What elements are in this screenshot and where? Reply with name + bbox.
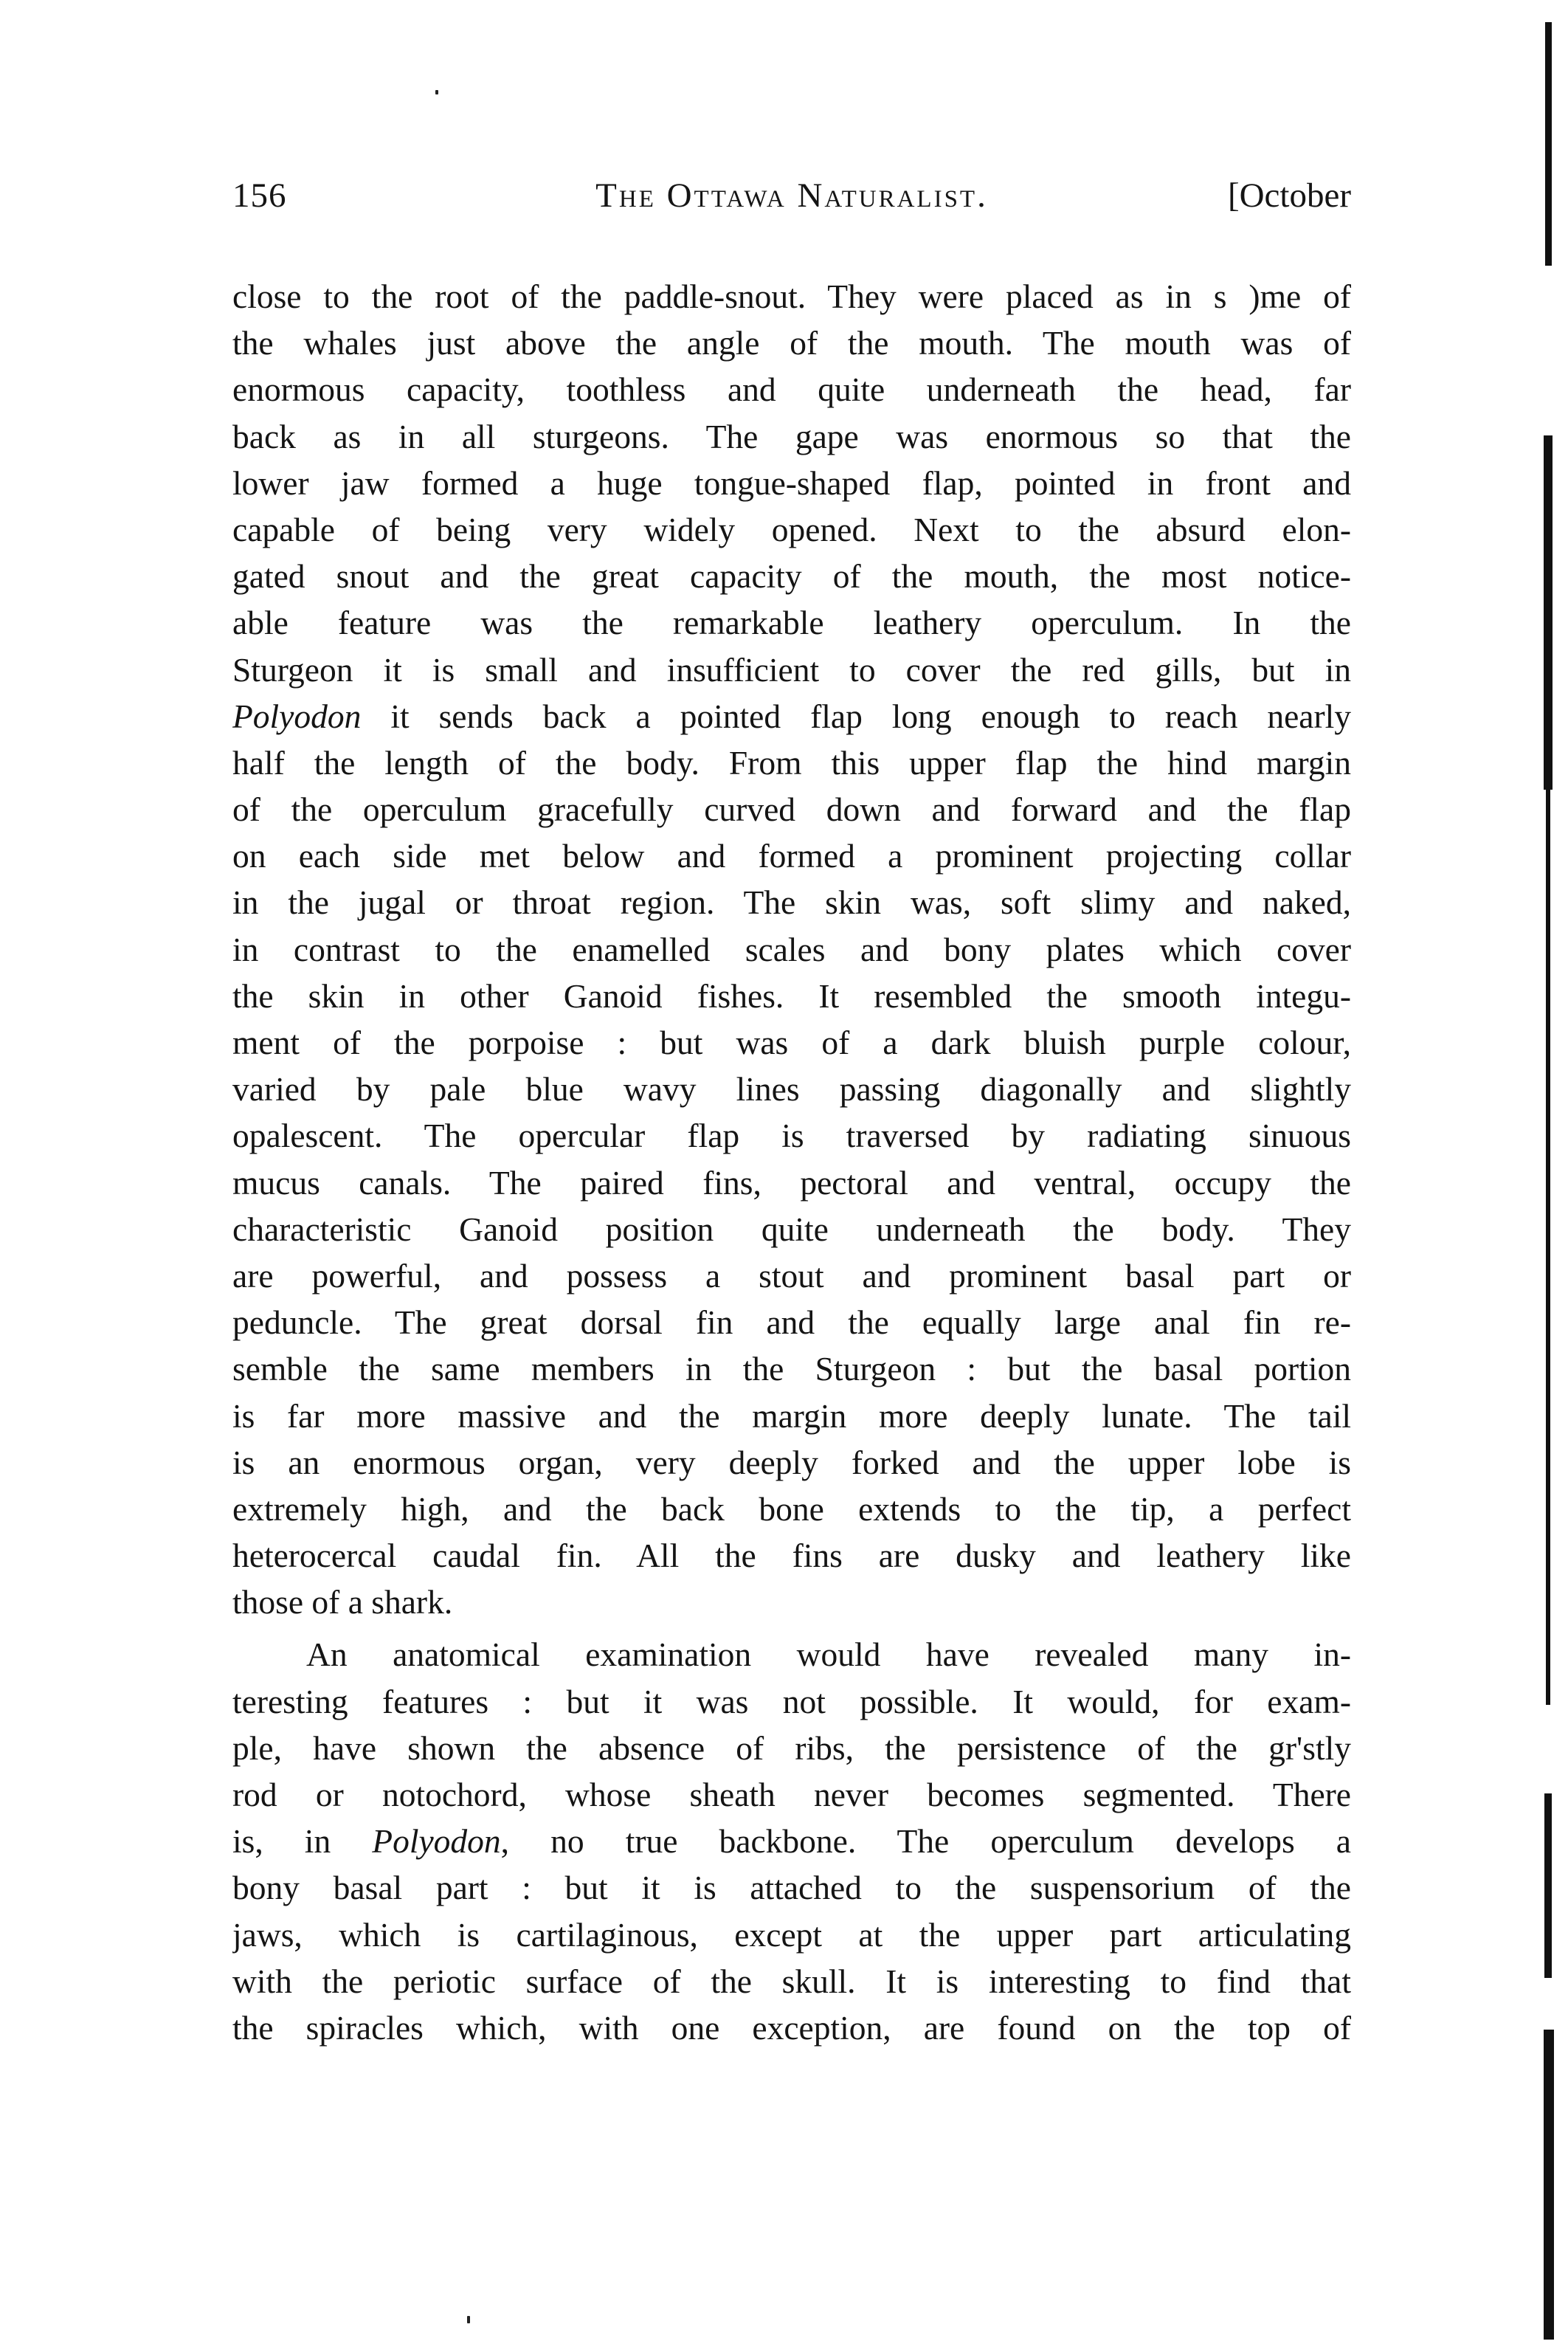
edge-shadow <box>1544 1793 1552 1978</box>
text-line: extremely high, and the back bone extends to the tip, a perfect <box>232 1489 1351 1528</box>
text-line: characteristic Ganoid position quite underneath the body. They <box>232 1210 1351 1248</box>
text-line: in contrast to the enamelled scales and bony plates which cover <box>232 930 1351 968</box>
text-line: on each side met below and formed a prominent projecting collar <box>232 837 1351 875</box>
text-line: able feature was the remarkable leathery operculum. In the <box>232 604 1351 642</box>
text-line: capable of being very widely opened. Next to the absurd elon- <box>232 510 1351 548</box>
text-line: are powerful, and possess a stout and prominent basal part or <box>232 1256 1351 1295</box>
italic-taxon-name: Polyodon <box>232 697 362 735</box>
text-line: Sturgeon it is small and insufficient to cover the red gills, but in <box>232 650 1351 689</box>
text-line: lower jaw formed a huge tongue-shaped flap, pointed in front and <box>232 463 1351 502</box>
text-line: teresting features : but it was not possible. It would, for exam- <box>232 1682 1351 1720</box>
scan-speck <box>435 90 438 94</box>
article-body <box>232 273 1351 2051</box>
paragraph-1 <box>232 273 1351 1625</box>
scan-page-edge <box>1541 22 1555 2340</box>
issue-month: [October <box>1227 176 1351 215</box>
text-line: is, in Polyodon, no true backbone. The operculum develops a <box>232 1822 1351 1861</box>
text-line: rod or notochord, whose sheath never becomes segmented. There <box>232 1776 1351 1813</box>
scan-speck <box>467 2316 470 2323</box>
text-line: varied by pale blue wavy lines passing diagonally and slightly <box>232 1070 1351 1109</box>
text-line: opalescent. The opercular flap is traversed by radiating sinuous <box>232 1117 1351 1155</box>
paragraph-2 <box>232 1631 1351 2051</box>
text-line: the spiracles which, with one exception, are found on the top of <box>232 2008 1351 2047</box>
text-line: is an enormous organ, very deeply forked and the upper lobe is <box>232 1443 1351 1481</box>
journal-title: The Ottawa Naturalist. <box>595 176 988 215</box>
text-line: mucus canals. The paired fins, pectoral and ventral, occupy the <box>232 1163 1351 1202</box>
text-line: Polyodon it sends back a pointed flap long enough to reach nearly <box>232 697 1351 735</box>
text-line: the whales just above the angle of the mouth. The mouth was of <box>232 324 1351 362</box>
text-line: those of a shark. <box>232 1583 453 1621</box>
italic-taxon-name: Polyodon <box>372 1822 501 1861</box>
text-line: An anatomical examination would have revealed many in- <box>306 1635 1351 1674</box>
text-line: jaws, which is cartilaginous, except at the upper part articulating <box>232 1915 1351 1954</box>
text-line: gated snout and the great capacity of the mouth, the most notice- <box>232 557 1351 596</box>
text-line: the skin in other Ganoid fishes. It resembled the smooth integu- <box>232 976 1351 1015</box>
page-number: 156 <box>232 176 287 215</box>
text-line: ple, have shown the absence of ribs, the persistence of the gr'stly <box>232 1728 1351 1767</box>
text-line: with the periotic surface of the skull. It is interesting to find that <box>232 1962 1351 2000</box>
text-line: is far more massive and the margin more deeply lunate. The tail <box>232 1396 1351 1435</box>
edge-shadow <box>1544 2030 1554 2340</box>
text-line: semble the same members in the Sturgeon : but the basal portion <box>232 1350 1351 1388</box>
edge-shadow <box>1546 790 1550 1705</box>
text-line: back as in all sturgeons. The gape was enormous so that the <box>232 417 1351 455</box>
text-line: half the length of the body. From this upper flap the hind margin <box>232 743 1351 782</box>
edge-shadow <box>1545 22 1552 266</box>
edge-shadow <box>1544 435 1553 790</box>
text-line: close to the root of the paddle-snout. They were placed as in s )me of <box>232 278 1351 315</box>
text-line: in the jugal or throat region. The skin was, soft slimy and naked, <box>232 883 1351 922</box>
text-line: bony basal part : but it is attached to the suspensorium of the <box>232 1869 1351 1907</box>
text-line: heterocercal caudal fin. All the fins are dusky and leathery like <box>232 1537 1351 1575</box>
text-line: peduncle. The great dorsal fin and the equally large anal fin re- <box>232 1303 1351 1342</box>
text-line: of the operculum gracefully curved down and forward and the flap <box>232 790 1351 829</box>
paragraph-gap <box>232 1625 1351 1631</box>
running-head <box>232 176 1351 235</box>
text-line: enormous capacity, toothless and quite underneath the head, far <box>232 370 1351 409</box>
text-line: ment of the porpoise : but was of a dark bluish purple colour, <box>232 1024 1351 1061</box>
